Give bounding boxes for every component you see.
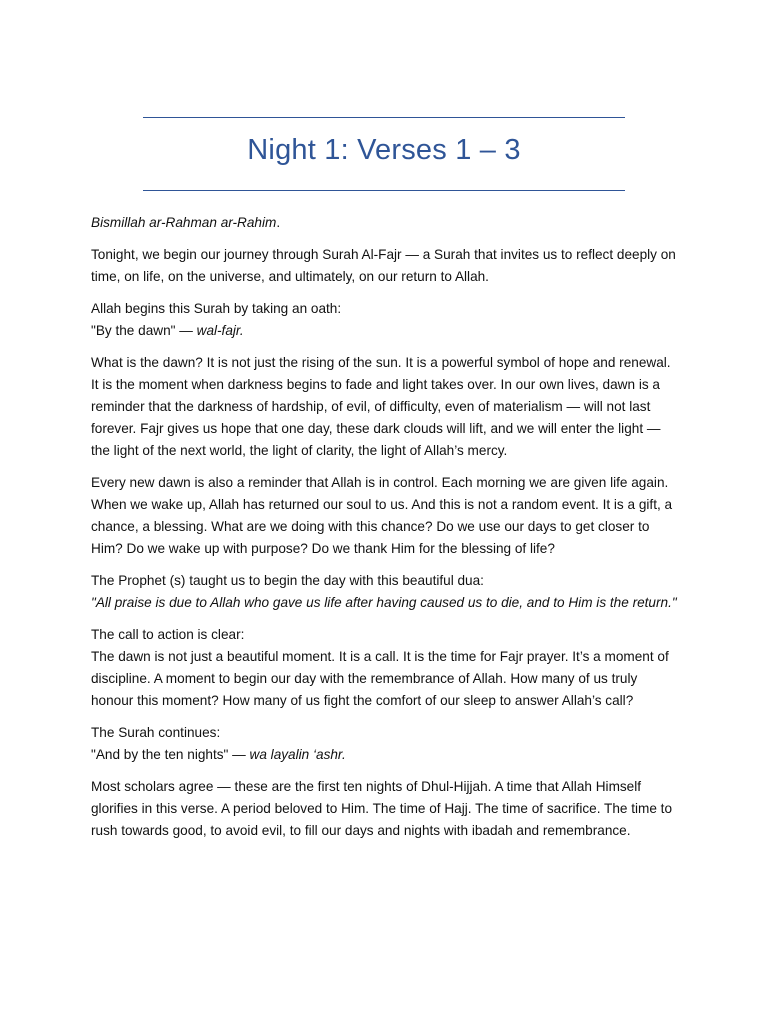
- dua-text: "All praise is due to Allah who gave us life after having caused us to die, and to Him is the return.": [91, 595, 677, 610]
- paragraph-ten-nights: [91, 722, 681, 766]
- oath-intro-line: Allah begins this Surah by taking an oath:: [91, 301, 342, 316]
- ten-nights-quote: "And by the ten nights" —: [91, 747, 250, 762]
- paragraph-new-dawn: Every new dawn is also a reminder that Allah is in control. Each morning we are given life again. When we wake up, Allah has returned our soul to us. And this is not a random event. It is a gift, a chance, a blessing. What are we doing with this chance? Do we use our days to get closer to Him? Do we wake up with purpose? Do we thank Him for the blessing of life?: [91, 475, 673, 556]
- dua-intro-line: The Prophet (s) taught us to begin the day with this beautiful dua:: [91, 573, 484, 588]
- paragraph-dawn: What is the dawn? It is not just the rising of the sun. It is a powerful symbol of hope and renewal. It is the moment when darkness begins to fade and light takes over. In our own lives, dawn is a reminder that the darkness of hardship, of evil, of difficulty, even of materialism — will not last forever. Fajr gives us hope that one day, these dark clouds will lift, and we will enter the light — the light of the next world, the light of clarity, the light of Allah’s mercy.: [91, 355, 671, 458]
- paragraph-dua: [91, 570, 681, 614]
- paragraph-call-to-action: [91, 624, 681, 712]
- opening-suffix: .: [276, 215, 281, 230]
- opening-basmala: Bismillah ar-Rahman ar-Rahim: [91, 215, 277, 230]
- call-text: The dawn is not just a beautiful moment. It is a call. It is the time for Fajr prayer. It’s a moment of discipline. A moment to begin our day with the remembrance of Allah. How many of us truly honour this moment? How many of us fight the comfort of our sleep to answer Allah’s call?: [91, 649, 669, 708]
- title-top-rule: [143, 117, 625, 118]
- document-body: [91, 212, 681, 852]
- paragraph-intro: Tonight, we begin our journey through Surah Al-Fajr — a Surah that invites us to reflect deeply on time, on life, on the universe, and ultimately, on our return to Allah.: [91, 247, 676, 284]
- oath-transliteration: wal-fajr.: [196, 323, 244, 338]
- page-title: Night 1: Verses 1 – 3: [247, 134, 521, 166]
- paragraph-oath: [91, 298, 681, 342]
- ten-nights-intro-line: The Surah continues:: [91, 725, 221, 740]
- call-intro-line: The call to action is clear:: [91, 627, 245, 642]
- title-bottom-rule: [143, 190, 625, 191]
- opening-paragraph: [91, 212, 681, 234]
- ten-nights-transliteration: wa layalin ‘ashr.: [249, 747, 346, 762]
- oath-quote: "By the dawn" —: [91, 323, 197, 338]
- paragraph-dhul-hijjah: Most scholars agree — these are the first ten nights of Dhul-Hijjah. A time that Allah Himself glorifies in this verse. A period beloved to Him. The time of Hajj. The time of sacrifice. The time to rush towards good, to avoid evil, to fill our days and nights with ibadah and remembrance.: [91, 779, 673, 838]
